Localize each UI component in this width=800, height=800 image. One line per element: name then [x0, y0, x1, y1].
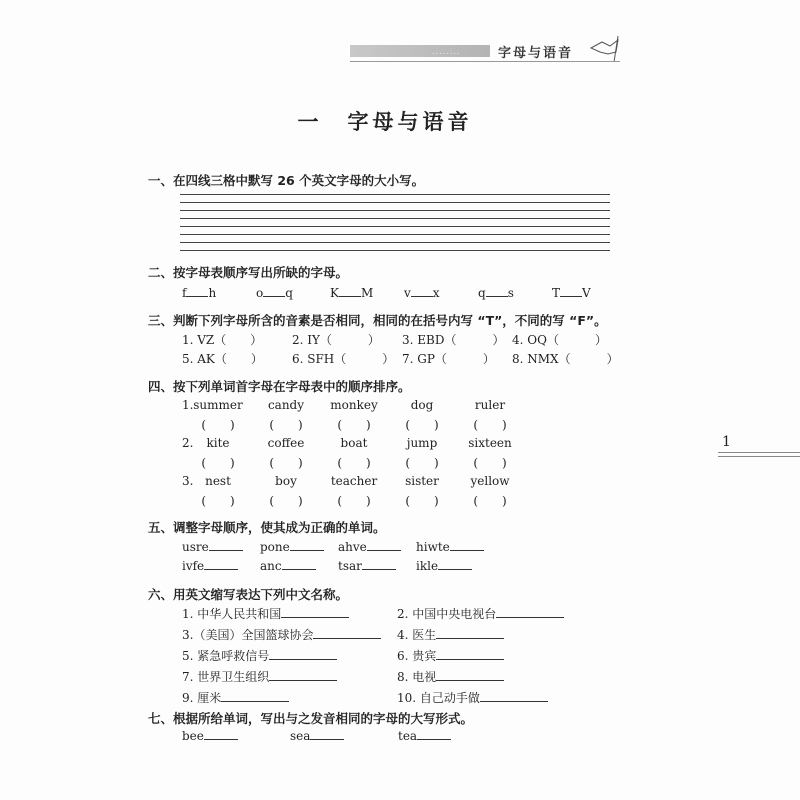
phoneme-item[interactable]: 2. IY（ ） [292, 333, 380, 347]
phoneme-item[interactable]: 4. OQ（ ） [512, 333, 607, 347]
scrambled-word: anc [260, 559, 282, 573]
letter: M [360, 286, 374, 300]
abbreviation-item [182, 605, 349, 622]
section-6-heading: 六、用英文缩写表达下列中文名称。 [148, 587, 349, 602]
four-line-grid [180, 226, 610, 258]
abbreviation-item [397, 668, 504, 685]
answer-parens[interactable]: ( ) [337, 418, 371, 432]
answer-parens[interactable]: ( ) [269, 494, 303, 508]
word: sister [405, 474, 439, 488]
word: coffee [267, 436, 305, 450]
header-bar [350, 45, 490, 57]
word: tea [398, 729, 418, 743]
word: kite [206, 436, 230, 450]
section-7-heading: 七、根据所给单词，写出与之发音相同的字母的大写形式。 [148, 711, 474, 726]
letter: x [432, 286, 440, 300]
answer-parens[interactable]: ( ) [473, 456, 507, 470]
scramble-item [416, 539, 484, 554]
answer-blank[interactable] [436, 648, 504, 660]
phoneme-item[interactable]: 1. VZ（ ） [182, 333, 263, 347]
abbreviation-item [182, 668, 337, 685]
letter: T [552, 286, 561, 300]
answer-blank[interactable] [313, 627, 381, 639]
letter: o [256, 286, 264, 300]
answer-parens[interactable]: ( ) [473, 494, 507, 508]
answer-parens[interactable]: ( ) [269, 456, 303, 470]
letter-pair [552, 285, 591, 300]
abbreviation-item [182, 689, 289, 706]
header-dots: ........ [432, 47, 461, 56]
chinese-name: 4. 医生 [397, 628, 437, 642]
word: boy [275, 474, 297, 488]
chinese-name: 10. 自己动手做 [397, 691, 480, 705]
chinese-name: 7. 世界卫生组织 [182, 670, 270, 684]
scramble-item [182, 539, 243, 554]
scrambled-word: ikle [416, 559, 439, 573]
answer-blank[interactable] [269, 669, 337, 681]
letter-pair [404, 285, 440, 300]
chinese-name: 8. 电视 [397, 670, 437, 684]
chinese-name: 3.（美国）全国篮球协会 [182, 628, 314, 642]
group-number: 1. [182, 398, 194, 412]
answer-blank[interactable] [438, 558, 472, 570]
answer-blank[interactable] [204, 558, 238, 570]
answer-parens[interactable]: ( ) [337, 456, 371, 470]
letter: q [478, 286, 486, 300]
scrambled-word: usre [182, 540, 209, 554]
phoneme-item[interactable]: 6. SFH（ ） [292, 352, 395, 366]
word: sixteen [468, 436, 512, 450]
answer-parens[interactable]: ( ) [201, 418, 235, 432]
homophone-item [398, 728, 451, 743]
answer-blank[interactable] [282, 558, 316, 570]
abbreviation-item [182, 647, 337, 664]
page-title: 一 字母与语音 [297, 110, 473, 134]
phoneme-item[interactable]: 7. GP（ ） [402, 352, 495, 366]
chinese-name: 6. 贵宾 [397, 649, 437, 663]
letter-pair [330, 285, 373, 300]
section-1-heading: 一、在四线三格中默写 26 个英文字母的大小写。 [148, 173, 425, 188]
answer-blank[interactable] [186, 285, 208, 297]
letter: q [285, 286, 293, 300]
letter-pair [256, 285, 293, 300]
answer-blank[interactable] [436, 627, 504, 639]
word: summer [193, 398, 243, 412]
section-4-heading: 四、按下列单词首字母在字母表中的顺序排序。 [148, 379, 411, 394]
word: boat [340, 436, 368, 450]
letter: K [330, 286, 339, 300]
scrambled-word: pone [260, 540, 290, 554]
answer-blank[interactable] [281, 606, 349, 618]
answer-blank[interactable] [290, 539, 324, 551]
section-3-heading: 三、判断下列字母所含的音素是否相同，相同的在括号内写 “T”，不同的写 “F”。 [148, 313, 607, 328]
abbreviation-item [397, 626, 504, 643]
answer-blank[interactable] [411, 285, 433, 297]
answer-parens[interactable]: ( ) [337, 494, 371, 508]
word: jump [406, 436, 438, 450]
abbreviation-item [397, 689, 548, 706]
abbreviation-item [397, 647, 504, 664]
word: ruler [474, 398, 506, 412]
abbreviation-item [397, 605, 564, 622]
letter: V [582, 286, 591, 300]
answer-blank[interactable] [362, 558, 396, 570]
scramble-item [260, 539, 324, 554]
letter: f [182, 286, 187, 300]
letter: s [507, 286, 514, 300]
word: nest [205, 474, 231, 488]
scrambled-word: ivfe [182, 559, 205, 573]
group-number: 3. [182, 474, 194, 488]
page-number: 1 [722, 434, 731, 450]
four-line-grid [180, 194, 610, 226]
answer-parens[interactable]: ( ) [405, 418, 439, 432]
answer-parens[interactable]: ( ) [473, 418, 507, 432]
flag-icon [588, 34, 624, 64]
running-title: 字母与语音 [498, 46, 574, 61]
chinese-name: 1. 中华人民共和国 [182, 607, 282, 621]
answer-blank[interactable] [436, 669, 504, 681]
word: teacher [330, 474, 378, 488]
word: sea [290, 729, 311, 743]
word: bee [182, 729, 204, 743]
scramble-item [416, 558, 472, 573]
section-2-heading: 二、按字母表顺序写出所缺的字母。 [148, 265, 349, 280]
answer-blank[interactable] [269, 648, 337, 660]
word: monkey [330, 398, 378, 412]
answer-blank[interactable] [209, 539, 243, 551]
answer-blank[interactable] [339, 285, 361, 297]
answer-blank[interactable] [310, 728, 344, 740]
scramble-item [182, 558, 238, 573]
scrambled-word: hiwte [416, 540, 450, 554]
phoneme-item[interactable]: 3. EBD（ ） [402, 333, 505, 347]
answer-blank[interactable] [221, 690, 289, 702]
answer-blank[interactable] [560, 285, 582, 297]
homophone-item [290, 728, 344, 743]
answer-blank[interactable] [480, 690, 548, 702]
section-5-heading: 五、调整字母顺序，使其成为正确的单词。 [148, 520, 386, 535]
scrambled-word: tsar [338, 559, 362, 573]
answer-blank[interactable] [263, 285, 285, 297]
chinese-name: 2. 中国中央电视台 [397, 607, 497, 621]
header-rule [350, 61, 620, 62]
page-tab [718, 432, 800, 458]
abbreviation-item [182, 626, 381, 643]
scramble-item [260, 558, 316, 573]
answer-parens[interactable]: ( ) [201, 494, 235, 508]
phoneme-item[interactable]: 8. NMX（ ） [512, 352, 619, 366]
letter-pair [182, 285, 216, 300]
answer-blank[interactable] [496, 606, 564, 618]
answer-blank[interactable] [486, 285, 508, 297]
letter: v [404, 286, 411, 300]
scrambled-word: ahve [338, 540, 367, 554]
answer-blank[interactable] [204, 728, 238, 740]
chinese-name: 9. 厘米 [182, 691, 222, 705]
letter-pair [478, 285, 514, 300]
word: dog [410, 398, 434, 412]
letter: h [208, 286, 217, 300]
chinese-name: 5. 紧急呼救信号 [182, 649, 270, 663]
answer-parens[interactable]: ( ) [269, 418, 303, 432]
answer-blank[interactable] [450, 539, 484, 551]
word: candy [267, 398, 305, 412]
group-number: 2. [182, 436, 194, 450]
answer-parens[interactable]: ( ) [201, 456, 235, 470]
scramble-item [338, 558, 396, 573]
phoneme-item[interactable]: 5. AK（ ） [182, 352, 263, 366]
answer-blank[interactable] [417, 728, 451, 740]
homophone-item [182, 728, 238, 743]
scramble-item [338, 539, 401, 554]
answer-parens[interactable]: ( ) [405, 456, 439, 470]
answer-blank[interactable] [367, 539, 401, 551]
answer-parens[interactable]: ( ) [405, 494, 439, 508]
word: yellow [470, 474, 510, 488]
